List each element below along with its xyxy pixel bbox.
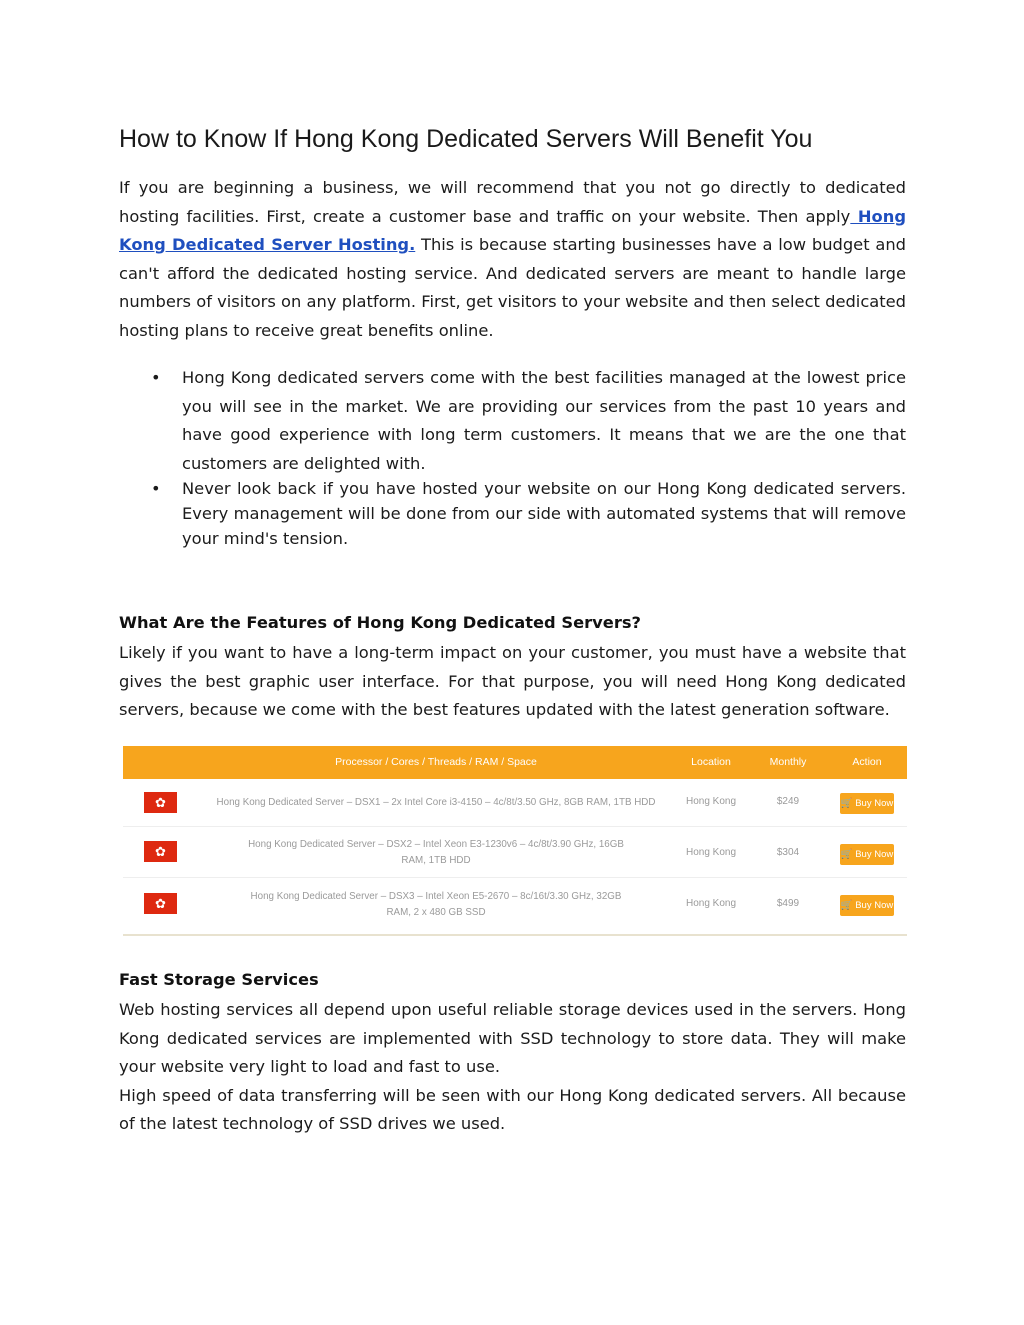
- intro-text-after: This is because starting businesses have a low budget and can't afford the dedicated hosting service. And dedicated servers are meant to handle large numbers of visitors on any platform. First, get visitors to your website and then select dedicated hosting plans to receive great benefits online.: [119, 235, 906, 340]
- header-location: Location: [691, 756, 731, 768]
- header-monthly: Monthly: [769, 756, 807, 768]
- list-item: • Never look back if you have hosted your website on our Hong Kong dedicated servers. Every management will be done from our side with automated systems that will remove your mind's tension.: [119, 476, 906, 551]
- storage-paragraph-1: Web hosting services all depend upon useful reliable storage devices used in the servers. Hong Kong dedicated services are implemented with SSD technology to store data. They will make your website very light to load and fast to use.: [119, 1000, 906, 1076]
- bullet-icon: •: [151, 479, 161, 498]
- list-item: • Hong Kong dedicated servers come with the best facilities managed at the lowest price you will see in the market. We are providing our services from the past 10 years and have good experience with long term customers. It means that we are the one that customers are delighted with.: [119, 364, 906, 478]
- storage-section: [119, 996, 906, 1139]
- buy-now-button[interactable]: 🛒 Buy Now: [840, 793, 894, 814]
- storage-heading: Fast Storage Services: [119, 970, 319, 989]
- table-header: [123, 746, 907, 779]
- intro-paragraph: [119, 174, 906, 345]
- hong-kong-flag-icon: ✿: [144, 841, 177, 862]
- server-spec: Hong Kong Dedicated Server – DSX1 – 2x Intel Core i3-4150 – 4c/8t/3.50 GHz, 8GB RAM, 1TB HDD: [216, 797, 656, 808]
- hong-kong-dedicated-server-hosting-link[interactable]: Hong Kong Dedicated Server Hosting.: [119, 206, 906, 254]
- server-spec: Hong Kong Dedicated Server – DSX2 – Intel Xeon E3-1230v6 – 4c/8t/3.90 GHz, 16GB RAM, 1TB HDD: [248, 839, 624, 866]
- pricing-table: [123, 746, 907, 936]
- buy-now-button[interactable]: 🛒 Buy Now: [840, 895, 894, 916]
- header-action: Action: [852, 756, 882, 768]
- server-spec: Hong Kong Dedicated Server – DSX3 – Intel Xeon E5-2670 – 8c/16t/3.30 GHz, 32GB RAM, 2 x 480 GB SSD: [250, 891, 622, 918]
- table-row: [123, 826, 907, 878]
- server-price: $249: [776, 796, 800, 807]
- features-heading: What Are the Features of Hong Kong Dedicated Servers?: [119, 613, 641, 632]
- hong-kong-flag-icon: ✿: [144, 792, 177, 813]
- table-row: [123, 877, 907, 931]
- server-location: Hong Kong: [685, 898, 737, 909]
- intro-text-before: If you are beginning a business, we will recommend that you not go directly to dedicated hosting facilities. First, create a customer base and traffic on your website. Then apply: [119, 178, 906, 226]
- table-row: [123, 779, 907, 827]
- benefits-list: [119, 364, 906, 551]
- server-location: Hong Kong: [685, 796, 737, 807]
- storage-paragraph-2: High speed of data transferring will be seen with our Hong Kong dedicated servers. All because of the latest technology of SSD drives we used.: [119, 1085, 906, 1133]
- header-spec: Processor / Cores / Threads / RAM / Space: [335, 756, 537, 768]
- buy-now-button[interactable]: 🛒 Buy Now: [840, 844, 894, 865]
- hong-kong-flag-icon: ✿: [144, 893, 177, 914]
- features-paragraph: Likely if you want to have a long-term impact on your customer, you must have a website that gives the best graphic user interface. For that purpose, you will need Hong Kong dedicated servers, because we come with the best features updated with the latest generation software.: [119, 643, 906, 719]
- server-location: Hong Kong: [685, 847, 737, 858]
- server-price: $304: [776, 847, 800, 858]
- bullet-icon: •: [151, 368, 161, 387]
- page-title: How to Know If Hong Kong Dedicated Servers Will Benefit You: [119, 125, 813, 153]
- server-price: $499: [776, 898, 800, 909]
